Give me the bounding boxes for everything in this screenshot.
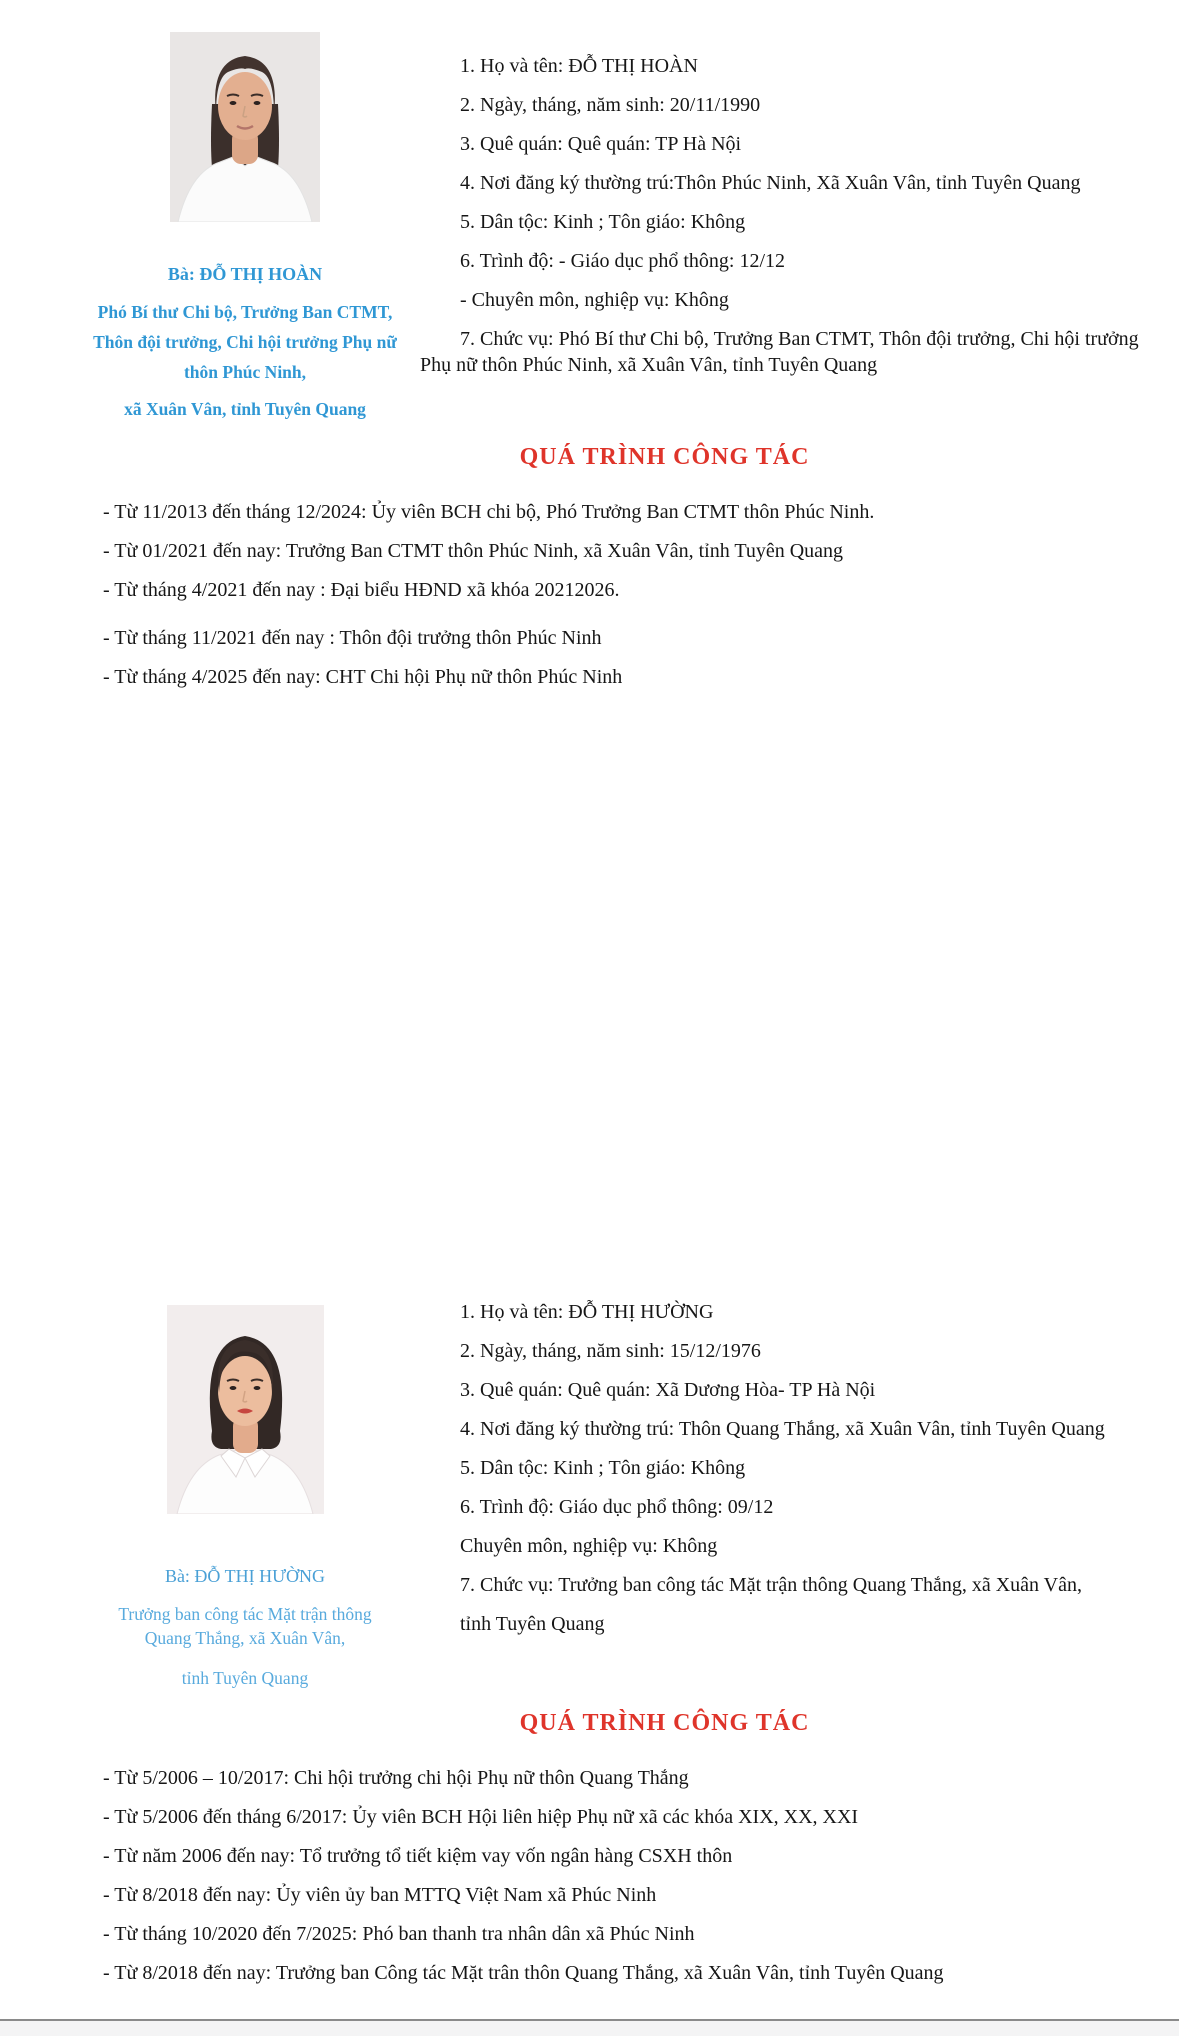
detail-item: 2. Ngày, tháng, năm sinh: 15/12/1976 xyxy=(460,1340,761,1362)
profile-section-huong xyxy=(0,1273,1179,1999)
work-history-item: - Từ tháng 11/2021 đến nay : Thôn đội trưởng thôn Phúc Ninh xyxy=(103,627,602,649)
detail-item: 2. Ngày, tháng, năm sinh: 20/11/1990 xyxy=(460,94,761,116)
detail-item: 5. Dân tộc: Kinh ; Tôn giáo: Không xyxy=(460,1457,746,1479)
person-portrait-illustration xyxy=(170,32,320,222)
profile-left-column xyxy=(70,1273,420,1690)
work-history-item: - Từ 5/2006 đến tháng 6/2017: Ủy viên BCH Hội liên hiệp Phụ nữ xã các khóa XIX, XX, XXI xyxy=(103,1806,859,1828)
detail-item: 7. Chức vụ: Trưởng ban công tác Mặt trận thông Quang Thắng, xã Xuân Vân, xyxy=(460,1574,1082,1596)
personal-details-list xyxy=(420,0,1165,391)
detail-item: Chuyên môn, nghiệp vụ: Không xyxy=(460,1535,718,1557)
work-history-item: - Từ tháng 10/2020 đến 7/2025: Phó ban thanh tra nhân dân xã Phúc Ninh xyxy=(103,1923,695,1945)
work-history-list xyxy=(103,1765,1179,1986)
page-bottom-divider xyxy=(0,2019,1179,2036)
person-caption-block xyxy=(95,1564,395,1690)
work-history-item: - Từ tháng 4/2021 đến nay : Đại biểu HĐND xã khóa 20212026. xyxy=(103,579,620,601)
portrait-photo xyxy=(170,32,320,222)
person-title-location: xã Xuân Vân, tỉnh Tuyên Quang xyxy=(124,399,366,419)
detail-item: 4. Nơi đăng ký thường trú: Thôn Quang Thắng, xã Xuân Vân, tỉnh Tuyên Quang xyxy=(460,1418,1105,1440)
personal-details-list xyxy=(420,1273,1165,1650)
person-name: Bà: ĐỖ THỊ HƯỜNG xyxy=(164,1566,326,1586)
work-history-item: - Từ 01/2021 đến nay: Trưởng Ban CTMT thôn Phúc Ninh, xã Xuân Vân, tỉnh Tuyên Quang xyxy=(103,540,844,562)
detail-item: 7. Chức vụ: Phó Bí thư Chi bộ, Trưởng Ban CTMT, Thôn đội trưởng, Chi hội trưởng Phụ nữ thôn Phúc Ninh, xã Xuân Vân, tỉnh Tuyên Quang xyxy=(420,328,1139,376)
work-history-item: - Từ 11/2013 đến tháng 12/2024: Ủy viên BCH chi bộ, Phó Trưởng Ban CTMT thôn Phúc Ninh. xyxy=(103,501,875,523)
detail-item: 3. Quê quán: Quê quán: Xã Dương Hòa- TP Hà Nội xyxy=(460,1379,876,1401)
work-history-heading: QUÁ TRÌNH CÔNG TÁC xyxy=(519,444,810,470)
work-history-item: - Từ 8/2018 đến nay: Ủy viên ủy ban MTTQ Việt Nam xã Phúc Ninh xyxy=(103,1884,657,1906)
work-history-heading: QUÁ TRÌNH CÔNG TÁC xyxy=(519,1710,810,1736)
person-title: Phó Bí thư Chi bộ, Trưởng Ban CTMT, Thôn đội trưởng, Chi hội trưởng Phụ nữ thôn Phúc Ninh, xyxy=(93,302,397,382)
detail-item: 4. Nơi đăng ký thường trú:Thôn Phúc Ninh, Xã Xuân Vân, tỉnh Tuyên Quang xyxy=(460,172,1081,194)
person-caption-block xyxy=(78,263,413,424)
detail-item: 3. Quê quán: Quê quán: TP Hà Nội xyxy=(460,133,742,155)
detail-item: 1. Họ và tên: ĐỖ THỊ HƯỜNG xyxy=(460,1301,714,1323)
detail-item: 5. Dân tộc: Kinh ; Tôn giáo: Không xyxy=(460,211,746,233)
work-history-item: - Từ năm 2006 đến nay: Tổ trưởng tổ tiết kiệm vay vốn ngân hàng CSXH thôn xyxy=(103,1845,733,1867)
detail-item: 1. Họ và tên: ĐỖ THỊ HOÀN xyxy=(460,55,698,77)
work-history-item: - Từ tháng 4/2025 đến nay: CHT Chi hội Phụ nữ thôn Phúc Ninh xyxy=(103,666,623,688)
work-history-list xyxy=(103,499,1179,690)
person-title-location: tỉnh Tuyên Quang xyxy=(181,1668,309,1688)
work-history-item: - Từ 8/2018 đến nay: Trưởng ban Công tác Mặt trân thôn Quang Thắng, xã Xuân Vân, tỉnh Tuyên Quang xyxy=(103,1962,944,1984)
detail-item: tỉnh Tuyên Quang xyxy=(460,1613,605,1635)
profile-section-hoan xyxy=(0,0,1179,703)
person-portrait-illustration xyxy=(167,1305,324,1514)
profile-left-column xyxy=(70,0,420,424)
work-history-item: - Từ 5/2006 – 10/2017: Chi hội trưởng chi hội Phụ nữ thôn Quang Thắng xyxy=(103,1767,689,1789)
person-title: Trưởng ban công tác Mặt trận thông Quang Thắng, xã Xuân Vân, xyxy=(118,1604,372,1648)
portrait-photo xyxy=(167,1305,324,1514)
detail-item: 6. Trình độ: - Giáo dục phổ thông: 12/12 xyxy=(460,250,786,272)
detail-item: - Chuyên môn, nghiệp vụ: Không xyxy=(460,289,729,311)
person-name: Bà: ĐỖ THỊ HOÀN xyxy=(167,264,323,284)
detail-item: 6. Trình độ: Giáo dục phổ thông: 09/12 xyxy=(460,1496,774,1518)
